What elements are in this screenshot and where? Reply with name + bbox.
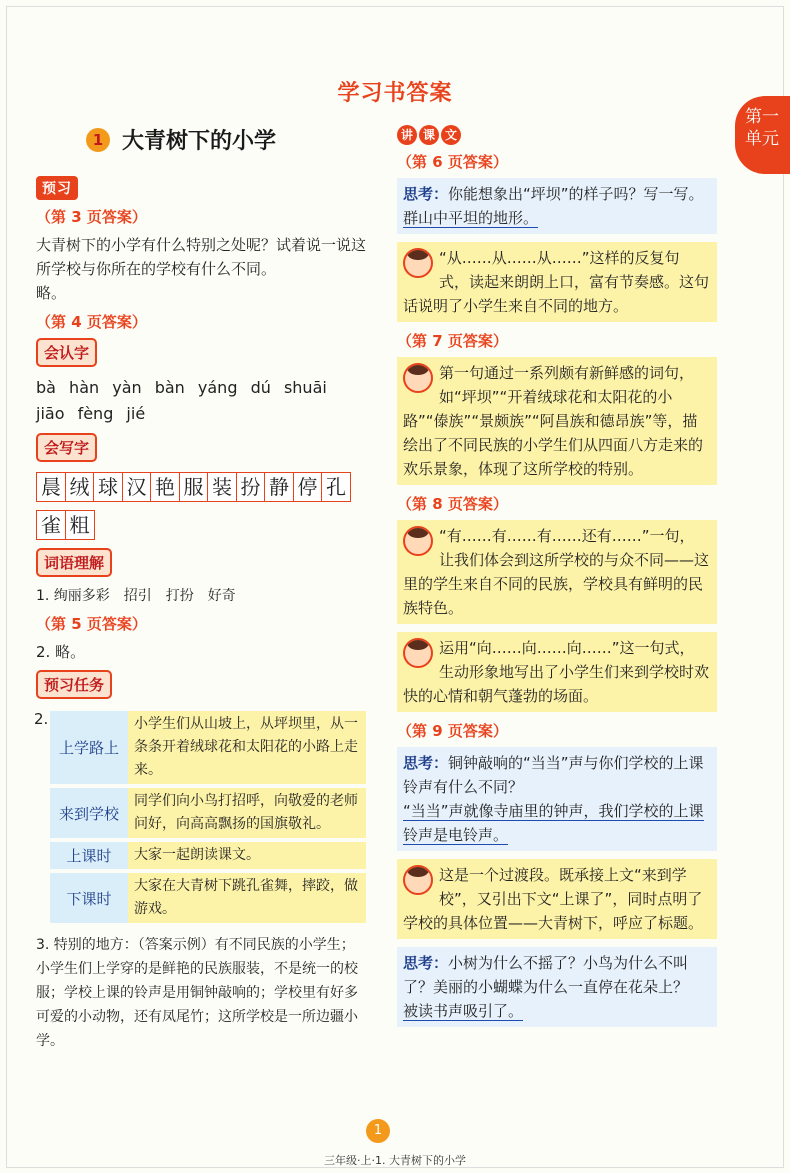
char-box: 球 [93,472,123,502]
lecture-badge-char: 课 [419,125,439,145]
think-label: 思考： [403,754,449,772]
write-chars-badge: 会写字 [36,433,97,462]
think-box-3 [397,947,717,1027]
think-label: 思考： [403,185,449,203]
p3-answer: 略。 [36,284,67,302]
left-column [36,176,368,1053]
table-row [50,711,366,784]
char-box: 绒 [65,472,95,502]
page5-answer-heading: （第 5 页答案） [36,615,147,633]
lecture-badge-char: 文 [441,125,461,145]
task-label: 下课时 [50,873,128,923]
page9-answer-heading: （第 9 页答案） [397,722,508,740]
page6-answer-heading: （第 6 页答案） [397,153,508,171]
task-label: 上课时 [50,842,128,869]
note-text: “从……从……从……”这样的反复句式，读起来朗朗上口，富有节奏感。这句话说明了小学生来自不同的地方。 [403,249,710,315]
note-box-5 [397,859,717,939]
char-box: 装 [207,472,237,502]
char-box: 雀 [36,510,66,540]
vocab-badge: 词语理解 [36,548,112,577]
table-row [50,788,366,838]
pinyin-line-2: jiāo fèng jié [36,404,146,423]
page-title: 学习书答案 [337,81,453,106]
lecture-badge [397,125,461,145]
note-text: 运用“向……向……向……”这一句式，生动形象地写出了小学生们来到学校时欢快的心情和朝气蓬勃的场面。 [403,639,710,705]
page-number: 1 [366,1119,390,1143]
char-row-1 [36,472,368,502]
note-text: 这是一个过渡段。既承接上文“来到学校”，又引出下文“上课了”，同时点明了学校的具体位置——大青树下，呼应了标题。 [403,866,704,932]
teacher-avatar-icon [403,526,433,556]
table-row [50,842,366,869]
table-row [50,873,366,923]
lecture-badge-char: 讲 [397,125,417,145]
p3-question: 大青树下的小学有什么特别之处呢？试着说一说这所学校与你所在的学校有什么不同。 [36,236,367,278]
note-text: “有……有……有……还有……”一句，让我们体会到这所学校的与众不同——这里的学生来自不同的民族，学校具有鲜明的民族特色。 [403,527,710,617]
char-box: 停 [293,472,323,502]
task-desc: 小学生们从山坡上，从坪坝里，从一条条开着绒球花和太阳花的小路上走来。 [128,711,366,784]
preview-task-badge: 预习任务 [36,670,112,699]
think-box-1 [397,178,717,234]
page3-answer-heading: （第 3 页答案） [36,208,147,226]
preview-badge: 预习 [36,176,78,200]
char-row-2 [36,510,368,540]
think-question: 小树为什么不摇了？小鸟为什么不叫了？美丽的小蝴蝶为什么一直停在花朵上？ [403,954,689,996]
lesson-number: 1 [86,128,110,152]
note-box-1 [397,242,717,322]
lesson-title: 大青树下的小学 [122,129,277,154]
char-box: 服 [179,472,209,502]
note-text: 第一句通过一系列颇有新鲜感的词句，如“坪坝”“开着绒球花和太阳花的小路”“傣族”“景颇族”“阿昌族和德昂族”等，描绘出了不同民族的小学生们从四面八方走来的欢乐景象，体现了这所学校的特别。 [403,364,704,478]
char-box: 扮 [236,472,266,502]
char-box: 汉 [122,472,152,502]
think-label: 思考： [403,954,449,972]
q3-answer: 3. 特别的地方：（答案示例）有不同民族的小学生；小学生们上学穿的是鲜艳的民族服装，不是统一的校服；学校上课的铃声是用铜钟敲响的；学校里有好多可爱的小动物，还有凤尾竹；这所学校是一所边疆小学。 [36,937,358,1049]
teacher-avatar-icon [403,248,433,278]
task-label: 来到学校 [50,788,128,838]
teacher-avatar-icon [403,363,433,393]
think-question: 铜钟敲响的“当当”声与你们学校的上课铃声有什么不同？ [403,754,704,796]
unit-tab: 第一单元 [735,96,790,174]
task-desc: 同学们向小鸟打招呼，向敬爱的老师问好，向高高飘扬的国旗敬礼。 [128,788,366,838]
think-question: 你能想象出“坪坝”的样子吗？写一写。 [448,185,704,203]
vocab-answer: 1. 绚丽多彩 招引 打扮 好奇 [36,588,236,604]
note-box-2 [397,357,717,485]
char-box: 粗 [65,510,95,540]
page8-answer-heading: （第 8 页答案） [397,495,508,513]
lesson-heading [86,124,276,155]
char-box: 孔 [321,472,351,502]
think-box-2 [397,747,717,851]
think-answer: 群山中平坦的地形。 [403,209,539,227]
think-answer: “当当”声就像寺庙里的钟声，我们学校的上课铃声是电铃声。 [403,802,704,844]
recognize-chars-badge: 会认字 [36,338,97,367]
p5-answer: 2. 略。 [36,643,86,661]
page7-answer-heading: （第 7 页答案） [397,332,508,350]
right-column [397,124,717,1035]
task-section [36,707,368,927]
task-desc: 大家在大青树下跳孔雀舞，摔跤，做游戏。 [128,873,366,923]
pinyin-line-1: bà hàn yàn bàn yáng dú shuāi [36,378,327,397]
char-box: 晨 [36,472,66,502]
teacher-avatar-icon [403,638,433,668]
write-char-grid [36,472,368,540]
task-label: 上学路上 [50,711,128,784]
footer-text: 三年级·上·1. 大青树下的小学 [324,1154,466,1167]
teacher-avatar-icon [403,865,433,895]
note-box-4 [397,632,717,712]
note-box-3 [397,520,717,624]
char-box: 艳 [150,472,180,502]
task-desc: 大家一起朗读课文。 [128,842,366,869]
page4-answer-heading: （第 4 页答案） [36,313,147,331]
char-box: 静 [264,472,294,502]
task-table [50,707,366,927]
think-answer: 被读书声吸引了。 [403,1002,524,1020]
task-number: 2. [34,710,49,728]
